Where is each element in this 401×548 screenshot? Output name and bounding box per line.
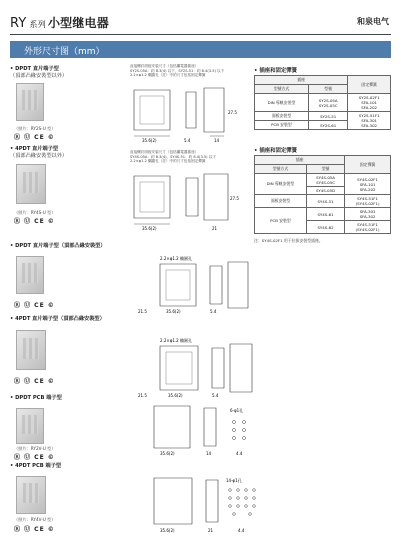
table-row (255, 195, 391, 208)
dimension-drawing (130, 400, 265, 458)
hole-label: 2.2×φ1.2 橢圓孔 (160, 256, 192, 261)
note-line: 直接螺釘面板安裝尺寸（包括繼電器插座） (130, 64, 199, 68)
table-cell: SY4S-05D (306, 187, 344, 195)
table-header: 型號方式 (255, 165, 307, 174)
table-cell: PCB 安裝型 (255, 121, 309, 130)
dim-width: 35.6(2) (160, 528, 175, 533)
section-4pdt-pcb (10, 463, 61, 470)
table-cell: SY4S-02F1 SFA-101 SFA-202 (345, 174, 391, 195)
note-line: SY4S-05A：約 8.3(4)、SY4S-51：約 8.4(3.5) 以下 (130, 154, 216, 159)
dimension-drawing (130, 252, 260, 314)
dim-label: 5.4 (212, 393, 219, 398)
dim-label: 21 (212, 226, 218, 231)
relay-photo (16, 408, 44, 444)
table-cell: SY4S-61 (306, 208, 344, 221)
dim-width: 35.6(2) (142, 226, 157, 231)
dim-width: 35.6(2) (160, 451, 175, 456)
section-title: • 4PDT 直片端子型 (10, 146, 59, 152)
mounting-note (130, 150, 216, 164)
dim-label: 21.5 (138, 309, 147, 314)
table-cell: 面板安裝型 (255, 195, 307, 208)
table-cell: SY2S-51F1 SFA-301 SFA-302 (348, 112, 391, 130)
section-banner (10, 41, 391, 58)
hole-label: 6-φ1孔 (230, 408, 244, 413)
series-code: RY (10, 16, 27, 31)
photo-caption: （照片：RY4V-U 型） (14, 517, 56, 522)
dim-label: 21.5 (138, 393, 147, 398)
dimension-drawing (130, 470, 265, 536)
brand-logo: 和泉电气 (357, 17, 389, 26)
table-row (255, 112, 391, 121)
relay-photo (16, 256, 44, 294)
table-cell: SY4S-62 (306, 221, 344, 234)
note-line: 直接螺釘面板安裝尺寸（包括繼電器插座） (130, 150, 199, 154)
table-cell: SY4S-51 (306, 195, 344, 208)
section-subtitle: （頂部凸緣安裝型以外） (10, 73, 68, 80)
photo-caption: （照片：RY2V-U 型） (14, 446, 56, 451)
cert-marks: Ⓡ Ⓤ CE © (14, 454, 55, 461)
dim-label: 4.4 (238, 528, 245, 533)
section-title: • 4PDT PCB 端子型 (10, 463, 62, 469)
table-cell: SY4S-51F1 (SY4S-02F1) (345, 195, 391, 208)
dim-width: 35.6(2) (168, 393, 183, 398)
hole-label: 2.2×φ1.2 橢圓孔 (160, 338, 192, 343)
table-cell: SY2S-61 (308, 121, 347, 130)
dim-label: 4.4 (236, 451, 243, 456)
table-header: 型號 (308, 85, 347, 94)
relay-photo (16, 164, 46, 204)
dim-height: 27.5 (228, 110, 237, 115)
table-cell: SY2S-02F1 SFA-101 SFA-202 (348, 94, 391, 112)
socket-table-4pdt (254, 155, 391, 234)
table-header: 插座 (255, 76, 348, 85)
dim-width: 35.6(2) (142, 138, 157, 143)
table-row (255, 208, 391, 221)
photo-caption: （照片：RY4S-U 型） (14, 210, 56, 215)
table-cell: SY2S-05A SY2S-05C (308, 94, 347, 112)
series-suffix: 系列 (29, 20, 46, 29)
table-cell: SFA-301 SFA-302 (345, 208, 391, 221)
section-subtitle: （頂部凸緣安裝型以外） (10, 153, 68, 160)
relay-photo (16, 83, 44, 121)
cert-marks: Ⓡ Ⓤ CE © (14, 526, 55, 533)
table-cell: SY4S-05A SY4S-05C (306, 174, 344, 187)
section-title: • 4PDT 直片端子型（頂部凸緣安裝型） (10, 316, 105, 322)
table-title: • 插座和固定彈簧 (254, 68, 298, 74)
table-row (255, 94, 391, 112)
dim-label: 14 (214, 138, 220, 143)
note-line: 2.2×φ1.2 橢圓孔（註）中的尺寸包括固定彈簧 (130, 159, 206, 164)
hole-label: 14-φ1孔 (226, 478, 242, 483)
table-cell: SY2S-51 (308, 112, 347, 121)
section-title: • DPDT 直片端子型（頂部凸緣安裝型） (10, 243, 106, 249)
mounting-note (130, 64, 224, 78)
photo-caption: （照片：RY2S-U 型） (14, 126, 56, 131)
cert-marks: Ⓡ Ⓤ CE © (14, 378, 55, 385)
table-cell: PCB 安裝型 (255, 208, 307, 234)
dimension-drawing (130, 84, 240, 144)
header-rule (10, 34, 391, 35)
dim-label: 14 (206, 451, 212, 456)
section-title: • DPDT 直片端子型 (10, 66, 59, 72)
table-cell: SY4S-51F1 (SY4S-02F1) (345, 221, 391, 234)
banner-title: 外形尺寸图（mm） (24, 47, 105, 57)
socket-table-dpdt (254, 75, 391, 130)
dim-label: 5.4 (210, 309, 217, 314)
table-footnote: 注：SY4S-02F1 用于拉拔安裝型插座。 (254, 238, 323, 243)
cert-marks: Ⓡ Ⓤ CE © (14, 134, 55, 141)
page-header (0, 0, 401, 34)
dimension-drawing (130, 170, 240, 232)
series-title: 小型继电器 (47, 16, 109, 30)
table-header: 固定彈簧 (345, 156, 391, 174)
dim-width: 35.6(2) (166, 309, 181, 314)
dim-height: 27.5 (230, 196, 239, 201)
table-cell: 面板安裝型 (255, 112, 309, 121)
relay-photo (16, 330, 46, 370)
dim-label: 5.4 (184, 138, 191, 143)
table-header: 插座 (255, 156, 345, 165)
table-header: 型號方式 (255, 85, 309, 94)
cert-marks: Ⓡ Ⓤ CE © (14, 302, 55, 309)
dimension-drawing (130, 334, 260, 398)
table-header: 固定彈簧 (348, 76, 391, 94)
table-cell: DIN 導軌安裝型 (255, 174, 307, 195)
section-dpdt-pcb (10, 395, 62, 402)
table-row (255, 174, 391, 187)
section-title: • DPDT PCB 端子型 (10, 395, 62, 401)
table-cell: DIN 導軌安裝型 (255, 94, 309, 112)
section-dpdt-plugin (10, 66, 67, 80)
cert-marks: Ⓡ Ⓤ CE © (14, 218, 55, 225)
note-line: SY2S-05A：約 8.3(4) 以下、SY2S-51：約 8.4(3.5) 以下 (130, 68, 225, 73)
page-title (10, 14, 109, 31)
section-4pdt-top-flange (10, 316, 105, 323)
section-4pdt-plugin (10, 146, 67, 160)
section-dpdt-top-flange (10, 243, 106, 250)
note-line: 2.2×φ1.2 橢圓孔（註）中的尺寸包括固定彈簧 (130, 73, 206, 78)
dim-label: 21 (208, 528, 214, 533)
relay-photo (16, 476, 46, 514)
table-header: 型號 (306, 165, 344, 174)
table-title: • 插座和固定彈簧 (254, 148, 298, 154)
